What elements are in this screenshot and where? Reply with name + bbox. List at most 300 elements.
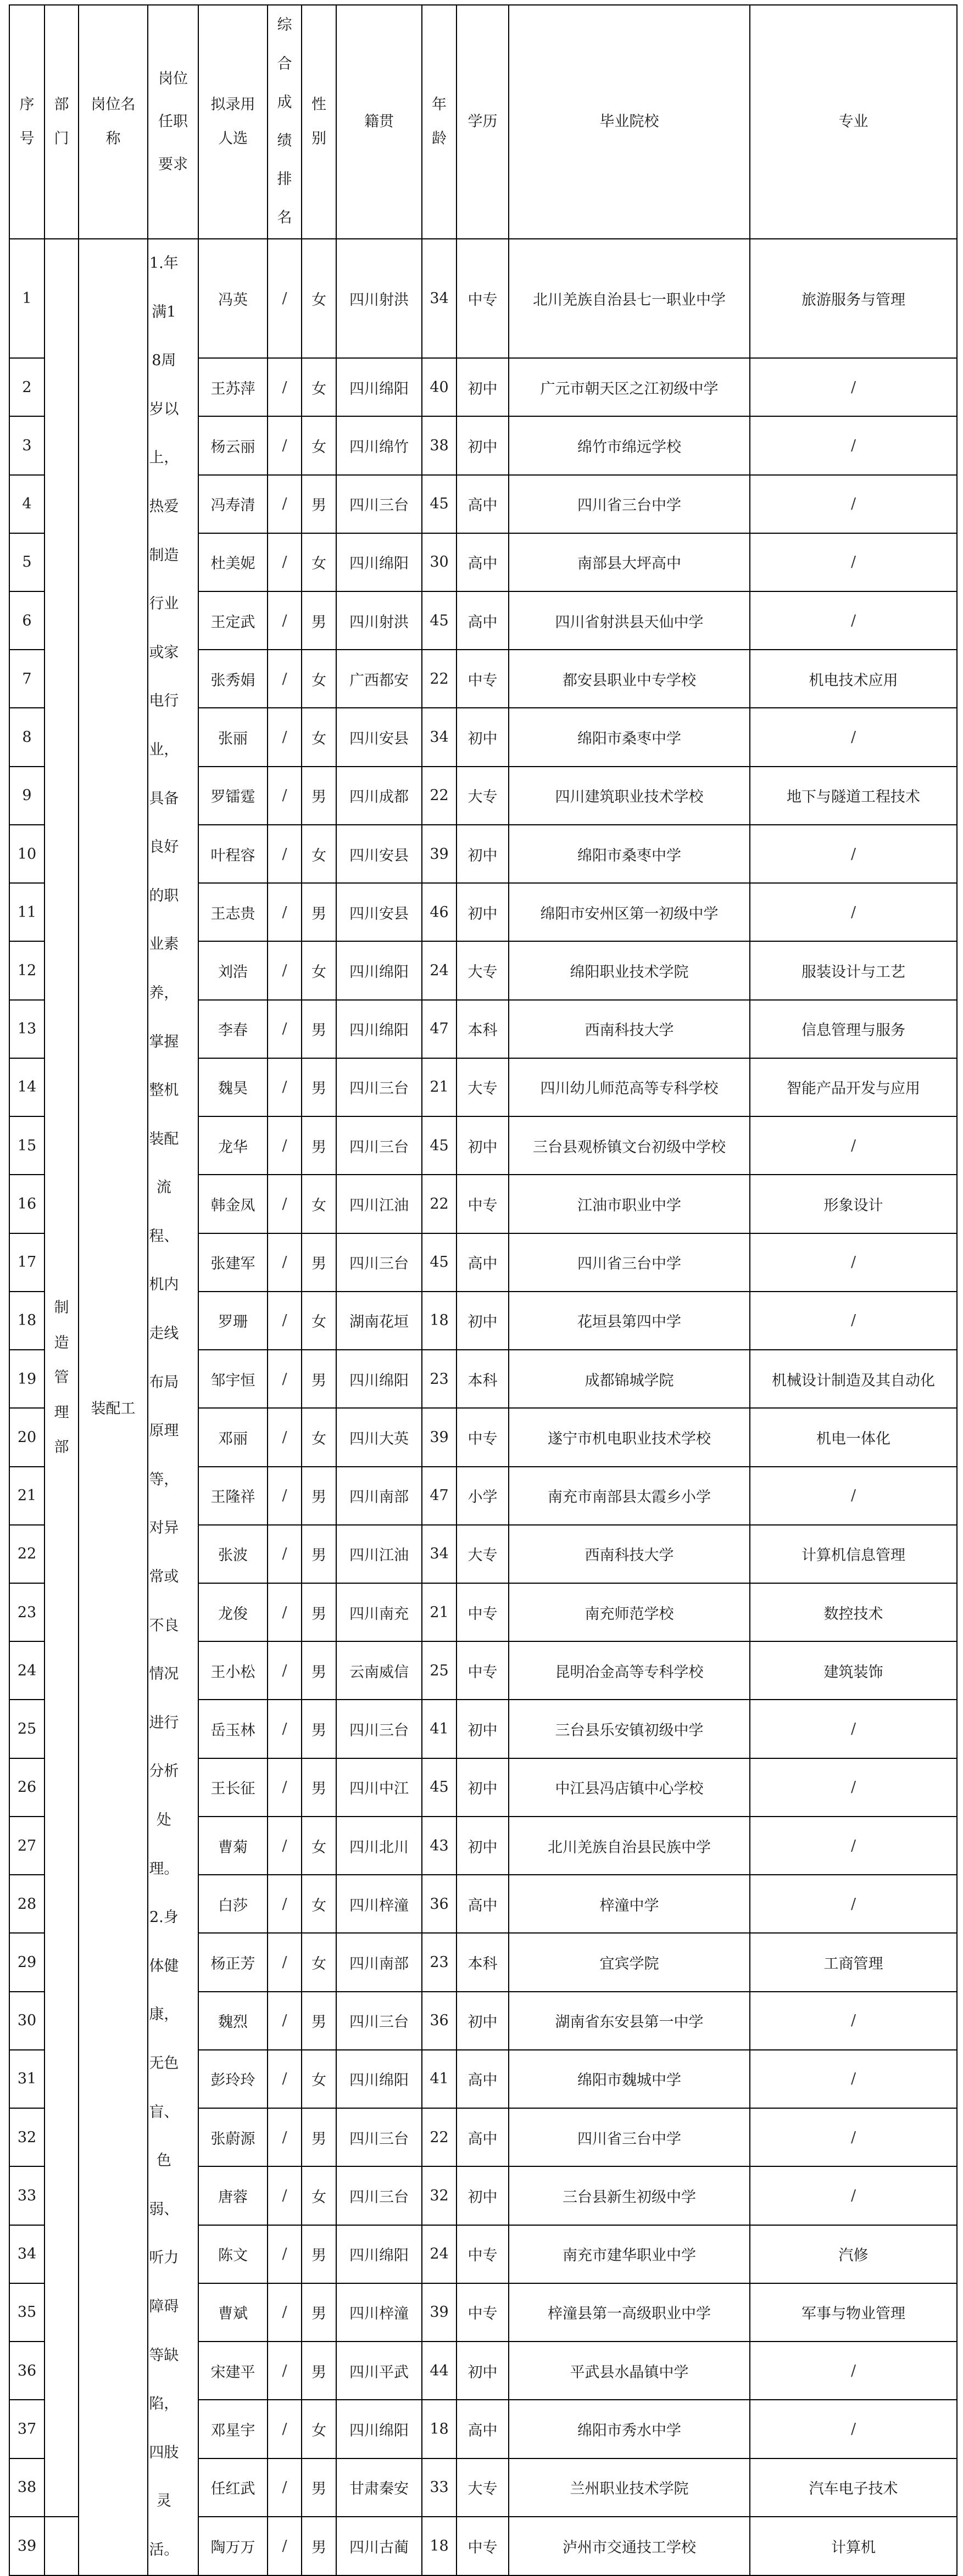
age-cell: 21 (422, 1058, 457, 1116)
age-cell: 32 (422, 2166, 457, 2225)
seq-cell: 7 (9, 650, 44, 708)
rank-cell: / (268, 1641, 302, 1700)
education-cell: 高中 (457, 2050, 509, 2108)
school-cell: 泸州市交通技工学校 (509, 2517, 750, 2575)
age-cell: 43 (422, 1817, 457, 1875)
gender-cell: 男 (302, 1525, 336, 1583)
candidate-name: 王苏萍 (198, 358, 268, 416)
school-cell: 四川省三台中学 (509, 2108, 750, 2166)
origin-cell: 四川南部 (336, 1467, 422, 1525)
gender-cell: 女 (302, 1933, 336, 1991)
candidate-name: 王志贵 (198, 883, 268, 941)
candidate-name: 罗珊 (198, 1292, 268, 1350)
school-cell: 西南科技大学 (509, 1000, 750, 1058)
origin-cell: 四川安县 (336, 883, 422, 941)
age-cell: 23 (422, 1933, 457, 1991)
school-cell: 南充市南部县太霞乡小学 (509, 1467, 750, 1525)
origin-cell: 四川梓潼 (336, 2283, 422, 2342)
age-cell: 30 (422, 533, 457, 591)
seq-cell: 10 (9, 825, 44, 883)
gender-cell: 男 (302, 1992, 336, 2050)
gender-cell: 男 (302, 883, 336, 941)
candidate-name: 魏昊 (198, 1058, 268, 1116)
candidate-name: 张蔚源 (198, 2108, 268, 2166)
age-cell: 22 (422, 767, 457, 825)
header-gender: 性别 (302, 5, 336, 239)
seq-cell: 3 (9, 416, 44, 474)
major-cell: 机械设计制造及其自动化 (750, 1350, 957, 1408)
recruitment-table (9, 4, 958, 2576)
school-cell: 昆明冶金高等专科学校 (509, 1641, 750, 1700)
seq-cell: 38 (9, 2458, 44, 2517)
origin-cell: 四川射洪 (336, 591, 422, 650)
age-cell: 45 (422, 1758, 457, 1817)
education-cell: 高中 (457, 1875, 509, 1933)
rank-cell: / (268, 1292, 302, 1350)
gender-cell: 女 (302, 825, 336, 883)
origin-cell: 四川三台 (336, 475, 422, 533)
major-cell: 数控技术 (750, 1583, 957, 1641)
education-cell: 大专 (457, 941, 509, 999)
gender-cell: 男 (302, 2458, 336, 2517)
gender-cell: 男 (302, 1583, 336, 1641)
origin-cell: 四川三台 (336, 2108, 422, 2166)
seq-cell: 29 (9, 1933, 44, 1991)
origin-cell: 四川大英 (336, 1408, 422, 1466)
header-seq: 序号 (9, 5, 44, 239)
gender-cell: 男 (302, 2108, 336, 2166)
major-cell: 地下与隧道工程技术 (750, 767, 957, 825)
school-cell: 西南科技大学 (509, 1525, 750, 1583)
education-cell: 初中 (457, 416, 509, 474)
education-cell: 中专 (457, 2517, 509, 2575)
education-cell: 大专 (457, 1058, 509, 1116)
major-cell: / (750, 1817, 957, 1875)
origin-cell: 湖南花垣 (336, 1292, 422, 1350)
major-cell: / (750, 475, 957, 533)
header-education: 学历 (457, 5, 509, 239)
age-cell: 38 (422, 416, 457, 474)
education-cell: 中专 (457, 1641, 509, 1700)
school-cell: 三台县新生初级中学 (509, 2166, 750, 2225)
age-cell: 23 (422, 1350, 457, 1408)
department-cell (44, 239, 79, 2517)
origin-cell: 四川成都 (336, 767, 422, 825)
education-cell: 中专 (457, 1583, 509, 1641)
rank-cell: / (268, 1583, 302, 1641)
origin-cell: 四川绵阳 (336, 2050, 422, 2108)
candidate-name: 曹菊 (198, 1817, 268, 1875)
school-cell: 成都锦城学院 (509, 1350, 750, 1408)
education-cell: 高中 (457, 533, 509, 591)
age-cell: 47 (422, 1467, 457, 1525)
major-cell: 机电一体化 (750, 1408, 957, 1466)
gender-cell: 女 (302, 1817, 336, 1875)
school-cell: 中江县冯店镇中心学校 (509, 1758, 750, 1817)
candidate-name: 魏烈 (198, 1992, 268, 2050)
rank-cell: / (268, 2458, 302, 2517)
major-cell: / (750, 1992, 957, 2050)
candidate-name: 龙华 (198, 1116, 268, 1175)
school-cell: 北川羌族自治县七一职业中学 (509, 239, 750, 358)
header-dept: 部门 (44, 5, 79, 239)
seq-cell: 39 (9, 2517, 44, 2575)
gender-cell: 女 (302, 2166, 336, 2225)
rank-cell: / (268, 1817, 302, 1875)
major-cell: 旅游服务与管理 (750, 239, 957, 358)
age-cell: 46 (422, 883, 457, 941)
education-cell: 高中 (457, 1233, 509, 1292)
seq-cell: 37 (9, 2400, 44, 2458)
seq-cell: 19 (9, 1350, 44, 1408)
school-cell: 平武县水晶镇中学 (509, 2342, 750, 2400)
gender-cell: 男 (302, 1700, 336, 1758)
candidate-name: 彭玲玲 (198, 2050, 268, 2108)
header-origin: 籍贯 (336, 5, 422, 239)
origin-cell: 四川绵阳 (336, 2400, 422, 2458)
school-cell: 南部县大坪高中 (509, 533, 750, 591)
age-cell: 36 (422, 1875, 457, 1933)
age-cell: 45 (422, 475, 457, 533)
gender-cell: 男 (302, 1641, 336, 1700)
gender-cell: 男 (302, 1467, 336, 1525)
education-cell: 中专 (457, 1175, 509, 1233)
origin-cell: 四川梓潼 (336, 1875, 422, 1933)
rank-cell: / (268, 475, 302, 533)
seq-cell: 15 (9, 1116, 44, 1175)
seq-cell: 22 (9, 1525, 44, 1583)
candidate-name: 邓丽 (198, 1408, 268, 1466)
header-candidate: 拟录用人选 (198, 5, 268, 239)
school-cell: 绵阳市桑枣中学 (509, 825, 750, 883)
gender-cell: 男 (302, 2342, 336, 2400)
rank-cell: / (268, 708, 302, 766)
school-cell: 梓潼县第一高级职业中学 (509, 2283, 750, 2342)
origin-cell: 四川射洪 (336, 239, 422, 358)
age-cell: 47 (422, 1000, 457, 1058)
seq-cell: 17 (9, 1233, 44, 1292)
major-cell: 建筑装饰 (750, 1641, 957, 1700)
seq-cell: 11 (9, 883, 44, 941)
gender-cell: 女 (302, 239, 336, 358)
age-cell: 34 (422, 708, 457, 766)
origin-cell: 四川安县 (336, 825, 422, 883)
age-cell: 18 (422, 1292, 457, 1350)
origin-cell: 四川南充 (336, 1583, 422, 1641)
rank-cell: / (268, 1116, 302, 1175)
gender-cell: 男 (302, 2225, 336, 2283)
header-requirements: 岗位任职要求 (148, 5, 198, 239)
seq-cell: 36 (9, 2342, 44, 2400)
department-label: 制造管理部 (54, 1299, 69, 1456)
seq-cell: 14 (9, 1058, 44, 1116)
major-cell: 汽修 (750, 2225, 957, 2283)
origin-cell: 四川三台 (336, 2166, 422, 2225)
age-cell: 44 (422, 2342, 457, 2400)
age-cell: 25 (422, 1641, 457, 1700)
age-cell: 45 (422, 1233, 457, 1292)
major-cell: / (750, 358, 957, 416)
major-cell: 计算机 (750, 2517, 957, 2575)
gender-cell: 女 (302, 941, 336, 999)
major-cell: 智能产品开发与应用 (750, 1058, 957, 1116)
education-cell: 本科 (457, 1933, 509, 1991)
table-body (9, 239, 957, 2575)
candidate-name: 韩金凤 (198, 1175, 268, 1233)
age-cell: 45 (422, 591, 457, 650)
gender-cell: 男 (302, 1058, 336, 1116)
origin-cell: 四川古蔺 (336, 2517, 422, 2575)
school-cell: 四川省射洪县天仙中学 (509, 591, 750, 650)
gender-cell: 女 (302, 533, 336, 591)
candidate-name: 杨云丽 (198, 416, 268, 474)
seq-cell: 31 (9, 2050, 44, 2108)
education-cell: 本科 (457, 1000, 509, 1058)
rank-cell: / (268, 1992, 302, 2050)
school-cell: 南充师范学校 (509, 1583, 750, 1641)
table-row (9, 239, 957, 358)
candidate-name: 邹宇恒 (198, 1350, 268, 1408)
header-age: 年龄 (422, 5, 457, 239)
candidate-name: 冯寿清 (198, 475, 268, 533)
seq-cell: 27 (9, 1817, 44, 1875)
age-cell: 34 (422, 1525, 457, 1583)
origin-cell: 四川绵阳 (336, 358, 422, 416)
candidate-name: 刘浩 (198, 941, 268, 999)
rank-cell: / (268, 2342, 302, 2400)
major-cell: / (750, 2166, 957, 2225)
gender-cell: 男 (302, 1233, 336, 1292)
major-cell: / (750, 1700, 957, 1758)
candidate-name: 冯英 (198, 239, 268, 358)
rank-cell: / (268, 1408, 302, 1466)
education-cell: 本科 (457, 1350, 509, 1408)
candidate-name: 白莎 (198, 1875, 268, 1933)
education-cell: 初中 (457, 1992, 509, 2050)
school-cell: 南充市建华职业中学 (509, 2225, 750, 2283)
age-cell: 39 (422, 1408, 457, 1466)
seq-cell: 20 (9, 1408, 44, 1466)
candidate-name: 罗镭霆 (198, 767, 268, 825)
candidate-name: 任红武 (198, 2458, 268, 2517)
school-cell: 广元市朝天区之江初级中学 (509, 358, 750, 416)
seq-cell: 21 (9, 1467, 44, 1525)
major-cell: 信息管理与服务 (750, 1000, 957, 1058)
age-cell: 45 (422, 1116, 457, 1175)
origin-cell: 四川中江 (336, 1758, 422, 1817)
rank-cell: / (268, 1875, 302, 1933)
rank-cell: / (268, 533, 302, 591)
major-cell: / (750, 533, 957, 591)
gender-cell: 女 (302, 358, 336, 416)
gender-cell: 女 (302, 1292, 336, 1350)
seq-cell: 34 (9, 2225, 44, 2283)
candidate-name: 张建军 (198, 1233, 268, 1292)
seq-cell: 1 (9, 239, 44, 358)
seq-cell: 4 (9, 475, 44, 533)
origin-cell: 广西都安 (336, 650, 422, 708)
education-cell: 中专 (457, 239, 509, 358)
requirements-text: 1.年满18周岁以上，热爱制造行业或家电行业，具备良好的职业素养，掌握整机装配流程、机内走线布局原理等，对异常或不良情况进行分析处理。2.身体健康，无色盲、色弱、听力障碍等缺陷，四肢灵活。 (149, 255, 179, 2558)
age-cell: 33 (422, 2458, 457, 2517)
school-cell: 三台县观桥镇文台初级中学校 (509, 1116, 750, 1175)
origin-cell: 四川三台 (336, 1058, 422, 1116)
major-cell: / (750, 1233, 957, 1292)
candidate-name: 张秀娟 (198, 650, 268, 708)
seq-cell: 16 (9, 1175, 44, 1233)
candidate-name: 王小松 (198, 1641, 268, 1700)
age-cell: 22 (422, 650, 457, 708)
origin-cell: 云南威信 (336, 1641, 422, 1700)
school-cell: 兰州职业技术学院 (509, 2458, 750, 2517)
education-cell: 初中 (457, 2342, 509, 2400)
education-cell: 高中 (457, 591, 509, 650)
rank-cell: / (268, 825, 302, 883)
gender-cell: 男 (302, 2283, 336, 2342)
origin-cell: 甘肃秦安 (336, 2458, 422, 2517)
position-cell: 装配工 (79, 239, 148, 2575)
major-cell: / (750, 2342, 957, 2400)
seq-cell: 6 (9, 591, 44, 650)
rank-cell: / (268, 1467, 302, 1525)
origin-cell: 四川绵阳 (336, 533, 422, 591)
candidate-name: 陈文 (198, 2225, 268, 2283)
gender-cell: 男 (302, 1758, 336, 1817)
gender-cell: 女 (302, 708, 336, 766)
origin-cell: 四川北川 (336, 1817, 422, 1875)
age-cell: 39 (422, 2283, 457, 2342)
rank-cell: / (268, 358, 302, 416)
gender-cell: 女 (302, 2050, 336, 2108)
education-cell: 中专 (457, 650, 509, 708)
seq-cell: 25 (9, 1700, 44, 1758)
age-cell: 24 (422, 2225, 457, 2283)
origin-cell: 四川平武 (336, 2342, 422, 2400)
gender-cell: 男 (302, 475, 336, 533)
seq-cell: 24 (9, 1641, 44, 1700)
age-cell: 34 (422, 239, 457, 358)
rank-cell: / (268, 1933, 302, 1991)
age-cell: 41 (422, 1700, 457, 1758)
seq-cell: 35 (9, 2283, 44, 2342)
seq-cell: 32 (9, 2108, 44, 2166)
origin-cell: 四川三台 (336, 1700, 422, 1758)
seq-cell: 30 (9, 1992, 44, 2050)
age-cell: 39 (422, 825, 457, 883)
rank-cell: / (268, 1700, 302, 1758)
candidate-name: 王定武 (198, 591, 268, 650)
origin-cell: 四川绵阳 (336, 2225, 422, 2283)
rank-cell: / (268, 1233, 302, 1292)
origin-cell: 四川安县 (336, 708, 422, 766)
education-cell: 小学 (457, 1467, 509, 1525)
age-cell: 24 (422, 941, 457, 999)
major-cell: 服装设计与工艺 (750, 941, 957, 999)
rank-cell: / (268, 1175, 302, 1233)
seq-cell: 2 (9, 358, 44, 416)
school-cell: 绵阳市安州区第一初级中学 (509, 883, 750, 941)
gender-cell: 男 (302, 2517, 336, 2575)
school-cell: 绵阳市桑枣中学 (509, 708, 750, 766)
gender-cell: 女 (302, 1408, 336, 1466)
candidate-name: 宋建平 (198, 2342, 268, 2400)
major-cell: / (750, 883, 957, 941)
school-cell: 都安县职业中专学校 (509, 650, 750, 708)
candidate-name: 杨正芳 (198, 1933, 268, 1991)
school-cell: 绵阳市秀水中学 (509, 2400, 750, 2458)
candidate-name: 唐蓉 (198, 2166, 268, 2225)
education-cell: 初中 (457, 708, 509, 766)
major-cell: / (750, 825, 957, 883)
major-cell: 汽车电子技术 (750, 2458, 957, 2517)
origin-cell: 四川绵阳 (336, 941, 422, 999)
rank-cell: / (268, 2166, 302, 2225)
school-cell: 四川建筑职业技术学校 (509, 767, 750, 825)
school-cell: 遂宁市机电职业技术学校 (509, 1408, 750, 1466)
origin-cell: 四川三台 (336, 1233, 422, 1292)
major-cell: / (750, 2050, 957, 2108)
age-cell: 18 (422, 2517, 457, 2575)
seq-cell: 18 (9, 1292, 44, 1350)
age-cell: 22 (422, 1175, 457, 1233)
table-header (9, 5, 957, 239)
major-cell: / (750, 708, 957, 766)
major-cell: / (750, 1758, 957, 1817)
school-cell: 湖南省东安县第一中学 (509, 1992, 750, 2050)
education-cell: 初中 (457, 1116, 509, 1175)
origin-cell: 四川绵阳 (336, 1000, 422, 1058)
rank-cell: / (268, 1758, 302, 1817)
education-cell: 初中 (457, 1292, 509, 1350)
major-cell: / (750, 591, 957, 650)
origin-cell: 四川南部 (336, 1933, 422, 1991)
origin-cell: 四川绵阳 (336, 1350, 422, 1408)
header-school: 毕业院校 (509, 5, 750, 239)
major-cell: 军事与物业管理 (750, 2283, 957, 2342)
rank-cell: / (268, 1000, 302, 1058)
gender-cell: 男 (302, 591, 336, 650)
school-cell: 三台县乐安镇初级中学 (509, 1700, 750, 1758)
rank-cell: / (268, 239, 302, 358)
school-cell: 四川省三台中学 (509, 475, 750, 533)
education-cell: 中专 (457, 2283, 509, 2342)
major-cell: 形象设计 (750, 1175, 957, 1233)
seq-cell: 28 (9, 1875, 44, 1933)
school-cell: 江油市职业中学 (509, 1175, 750, 1233)
rank-cell: / (268, 2283, 302, 2342)
school-cell: 四川省三台中学 (509, 1233, 750, 1292)
school-cell: 绵阳市魏城中学 (509, 2050, 750, 2108)
school-cell: 四川幼儿师范高等专科学校 (509, 1058, 750, 1116)
school-cell: 宜宾学院 (509, 1933, 750, 1991)
education-cell: 大专 (457, 767, 509, 825)
education-cell: 初中 (457, 1758, 509, 1817)
age-cell: 22 (422, 2108, 457, 2166)
major-cell: 计算机信息管理 (750, 1525, 957, 1583)
candidate-name: 张丽 (198, 708, 268, 766)
candidate-name: 叶程容 (198, 825, 268, 883)
education-cell: 初中 (457, 1817, 509, 1875)
age-cell: 40 (422, 358, 457, 416)
seq-cell: 12 (9, 941, 44, 999)
age-cell: 18 (422, 2400, 457, 2458)
major-cell: / (750, 1292, 957, 1350)
rank-cell: / (268, 767, 302, 825)
gender-cell: 女 (302, 416, 336, 474)
rank-cell: / (268, 2517, 302, 2575)
seq-cell: 13 (9, 1000, 44, 1058)
rank-cell: / (268, 1058, 302, 1116)
